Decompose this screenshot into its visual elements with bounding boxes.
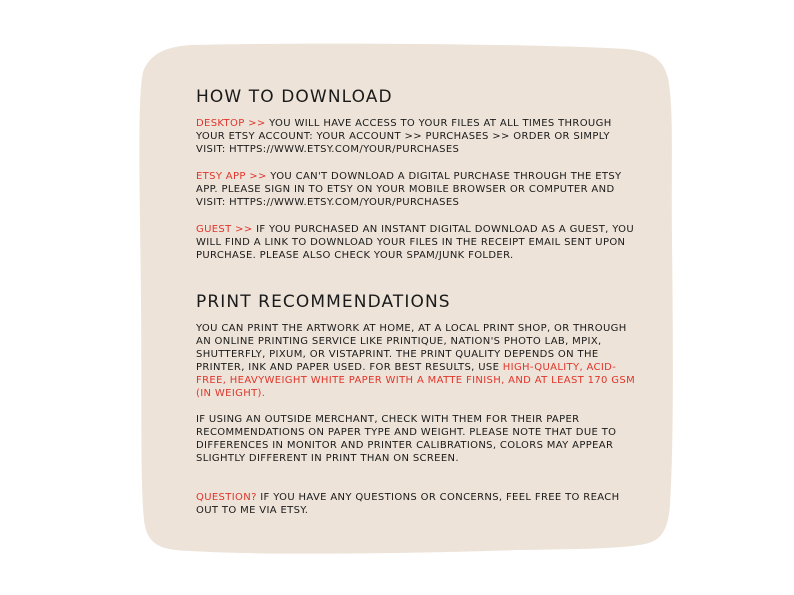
etsy-app-label: ETSY APP >> [196, 171, 267, 182]
question-label: QUESTION? [196, 492, 257, 503]
print-paragraph-2: IF USING AN OUTSIDE MERCHANT, CHECK WITH THEM FOR THEIR PAPER RECOMMENDATIONS ON PAPER TYPE AND WEIGHT. PLEASE NOTE THAT DUE TO DIFFERENCES IN MONITOR AND PRINTER CALIBRATIONS, COLORS MAY APPEAR SLIGHTLY DIFFERENT IN PRINT THAN ON SCREEN. [196, 414, 617, 464]
question-paragraph [196, 491, 636, 517]
print-paragraph-1 [196, 322, 636, 400]
instructions-content [196, 86, 636, 517]
guest-paragraph [196, 223, 636, 262]
guest-label: GUEST >> [196, 224, 253, 235]
desktop-label: DESKTOP >> [196, 118, 266, 129]
print-paragraph-1-text: YOU CAN PRINT THE ARTWORK AT HOME, AT A LOCAL PRINT SHOP, OR THROUGH AN ONLINE PRINTING SERVICE LIKE PRINTIQUE, NATION'S PHOTO LAB, MPIX, SHUTTERFLY, PIXUM, OR VISTAPRINT. THE PRINT QUALITY DEPENDS ON THE PRINTER, INK AND PAPER USED. FOR BEST RESULTS, USE [196, 323, 627, 373]
desktop-paragraph [196, 117, 636, 156]
etsy-app-text: YOU CAN'T DOWNLOAD A DIGITAL PURCHASE THROUGH THE ETSY APP. PLEASE SIGN IN TO ETSY ON YOUR MOBILE BROWSER OR COMPUTER AND VISIT: HTTPS://WWW.ETSY.COM/YOUR/PURCHASES [196, 171, 622, 208]
paper-recommendation-highlight: HIGH-QUALITY, ACID-FREE, HEAVYWEIGHT WHITE PAPER WITH A MATTE FINISH, AND AT LEAST 170 GSM (IN WEIGHT). [196, 362, 636, 399]
question-text: IF YOU HAVE ANY QUESTIONS OR CONCERNS, FEEL FREE TO REACH OUT TO ME VIA ETSY. [196, 492, 620, 516]
download-heading: HOW TO DOWNLOAD [196, 87, 393, 107]
guest-text: IF YOU PURCHASED AN INSTANT DIGITAL DOWNLOAD AS A GUEST, YOU WILL FIND A LINK TO DOWNLOAD YOUR FILES IN THE RECEIPT EMAIL SENT UPON PURCHASE. PLEASE ALSO CHECK YOUR SPAM/JUNK FOLDER. [196, 224, 635, 261]
etsy-app-paragraph [196, 170, 636, 209]
print-heading: PRINT RECOMMENDATIONS [196, 292, 451, 312]
desktop-text: YOU WILL HAVE ACCESS TO YOUR FILES AT ALL TIMES THROUGH YOUR ETSY ACCOUNT: YOUR ACCOUNT >> PURCHASES >> ORDER OR SIMPLY VISIT: HTTPS://WWW.ETSY.COM/YOUR/PURCHASES [196, 118, 612, 155]
